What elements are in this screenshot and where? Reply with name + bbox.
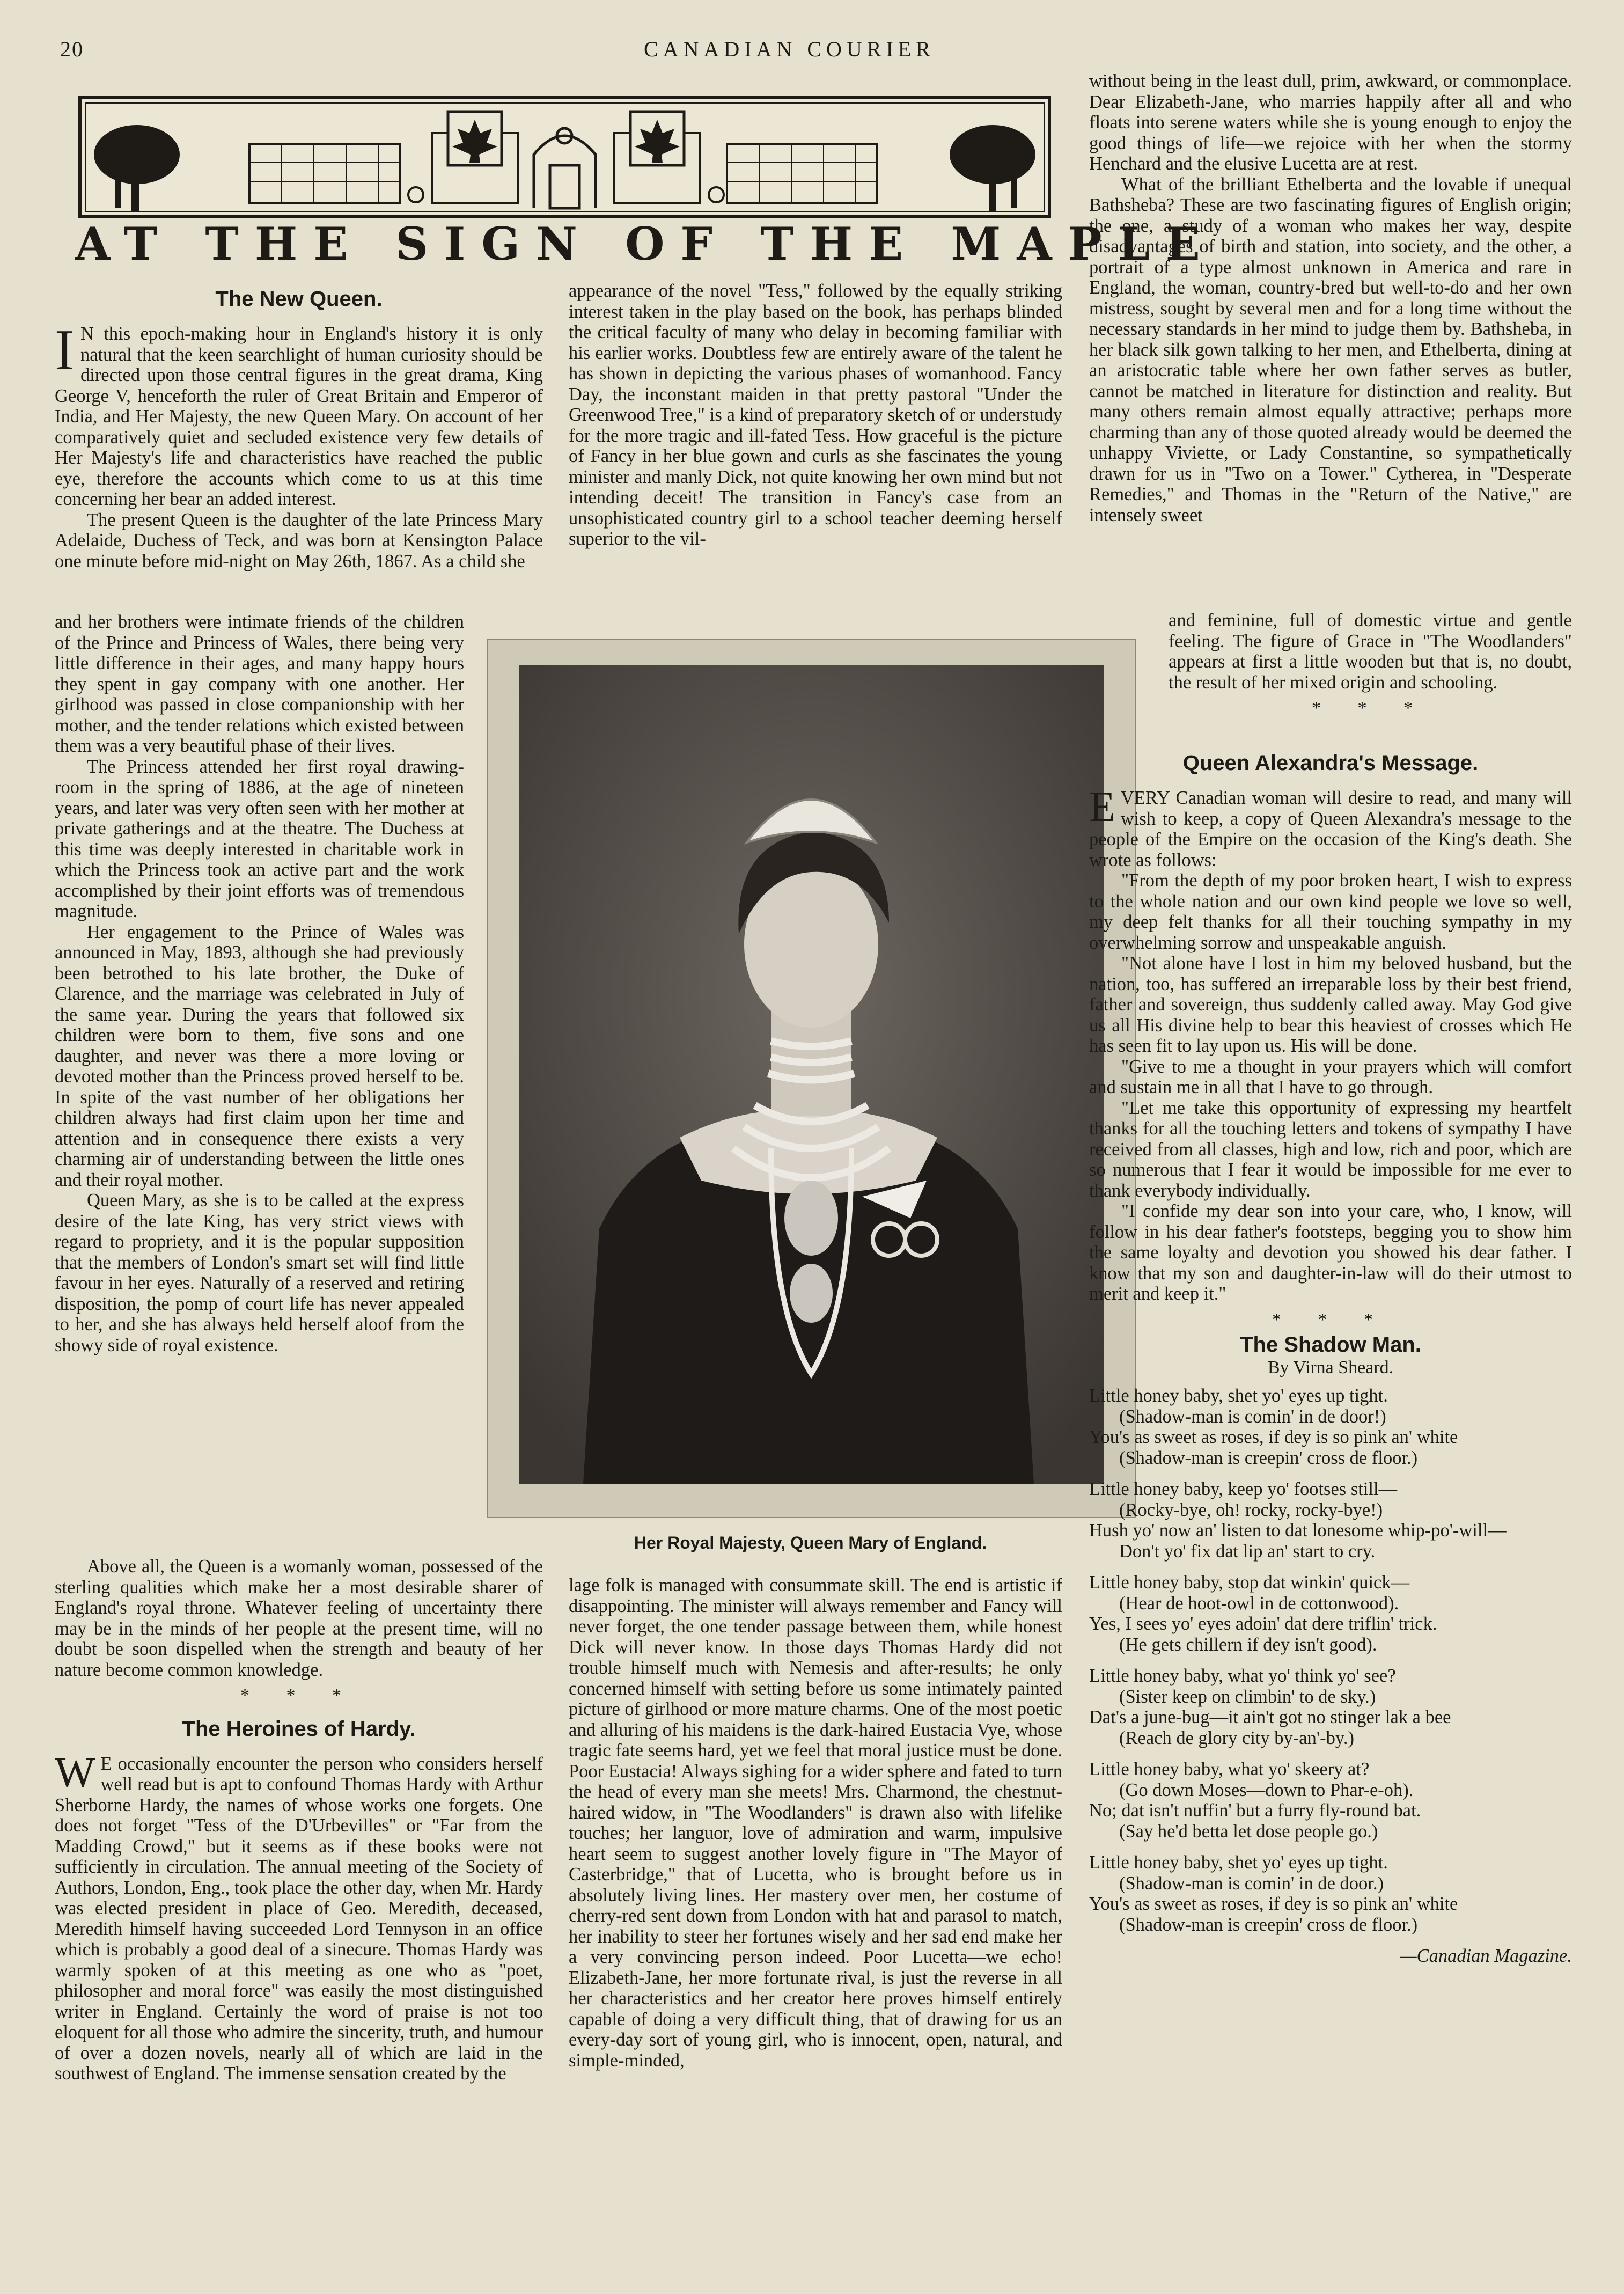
poem-line: Little honey baby, keep yo' footses still— [1089,1479,1398,1499]
article-heroines-end [1169,610,1572,734]
poem-line: (Go down Moses—down to Phar-e-oh). [1119,1779,1414,1800]
article-paragraph: and her brothers were intimate friends of the children of the Prince and Princess of Wales, there being very little difference in their ages, and many happy hours they spent in gay company with one another. Her girlhood was passed in close companionship with her mother, and the tender relations which existed between them was a very beautiful phase of their lives. [55,612,464,756]
poem-line: Little honey baby, what yo' skeery at? [1089,1759,1370,1779]
article-heroines-col2 [569,281,1062,613]
queen-mary-portrait-photo [519,665,1104,1484]
poem-stanza [1089,1759,1572,1842]
article-heroines-col2-bottom [569,1575,1062,2219]
article-paragraph: "From the depth of my poor broken heart, I wish to express to the whole nation and our own kind people we love so well, my deep felt thanks for all their touching sympathy in my overwhelming sorrow and unspeakable anguish. [1089,870,1572,953]
article-paragraph: "Give to me a thought in your prayers which will comfort and sustain me in all that I have to go through. [1089,1056,1572,1097]
section-title: AT THE SIGN OF THE MAPLE [75,217,1216,270]
separator: * * * [240,1685,357,1705]
poem-line: Dat's a june-bug—it ain't got no stinger lak a bee [1089,1707,1451,1727]
maple-banner-illustration [78,96,1052,219]
article-alexandra-and-poem [1089,741,1572,2275]
poem-stanza [1089,1572,1572,1655]
article-paragraph: and feminine, full of domestic virtue and gentle feeling. The figure of Grace in "The Woodlanders" appears at first a little wooden but that is, no doubt, the result of her mixed origin and schooling. [1169,610,1572,693]
poem-line: Yes, I sees yo' eyes adoin' dat dere triflin' trick. [1089,1614,1437,1634]
article-paragraph: EVERY Canadian woman will desire to read, and many will wish to keep, a copy of Queen Alexandra's message to the people of the Empire on the occasion of the King's death. She wrote as follows: [1089,783,1572,870]
separator: * * * [1312,698,1429,718]
article-new-queen-end-and-heroines [55,1556,543,2211]
article-paragraph: lage folk is managed with consummate skill. The end is artistic if disappointing. The minister will always remember and Fancy will never forget, the one tender passage between them, while honest Dick will never know. In those days Thomas Hardy did not trouble himself much with Nemesis and after-results; he only concerned himself with setting before us some intimately painted picture of girlhood or more mature charms. One of the most poetic and alluring of his maidens is the dark-haired Eustacia Vye, whose tragic fate seems hard, yet we feel that moral justice must be done. Poor Eustacia! Always sighing for a wider sphere and fated to turn the head of every man she meets! Mrs. Charmond, the chestnut-haired widow, in "The Woodlanders" is drawn also with lifelike touches; her languor, love of admiration and warm, impulsive heart seem to suggest another lovely figure in "The Mayor of Casterbridge," that of Lucetta, who is brought before us in absolutely living lines. Her mastery over men, her costume of cherry-red sent down from London with hat and parasol to match, her inability to steer her fortunes wisely and her sad end make her a very convincing person indeed. Poor Lucetta—we echo! Elizabeth-Jane, her more fortunate rival, is just the reverse in all her characteristics and her creator here proves himself entirely capable of doing a very difficult thing, that of drawing for us an every-day sort of young girl, who is innocent, open, natural, and simple-minded, [569,1575,1062,2071]
poem-line: (Sister keep on climbin' to de sky.) [1119,1686,1376,1707]
poem-stanza [1089,1386,1572,1468]
poem-title: The Shadow Man. [1240,1333,1421,1357]
article-paragraph: W E occasionally encounter the person who considers herself well read but is apt to confound Thomas Hardy with Arthur Sherborne Hardy, the names of whose works one forgets. One does not forget "Tess of the D'Urbevilles" or "Far from the Madding Crowd," but it seems as if these books were not sufficiently in circulation. The annual meeting of the Society of Authors, London, Eng., took place the other day, when Mr. Hardy was elected president in place of Geo. Meredith, deceased, Meredith himself having succeeded Lord Tennyson in an office which is probably a good deal of a sinecure. Thomas Hardy was warmly spoken of at this meeting as one who as "poet, philosopher and moral force" was easily the most distinguished writer in England. Certainly the word of praise is not too eloquent for all those who admire the sincerity, truth, and humour of over a dozen novels, nearly all of which are laid in the southwest of England. The immense sensation created by the [55,1749,543,2084]
poem-line: (Reach de glory city by-an'-by.) [1119,1727,1354,1748]
poem-byline: By Virna Sheard. [1267,1357,1394,1377]
article-paragraph: The Princess attended her first royal drawing-room in the spring of 1886, at the age of nineteen years, and later was very often seen with her mother at private gatherings and at the theatre. The Duchess at this time was deeply interested in charitable work in which the Princess took an active part and the work accomplished by their joint efforts was of tremendous magnitude. [55,756,464,921]
poem-line: No; dat isn't nuffin' but a furry fly-round bat. [1089,1800,1421,1821]
poem-line: Little honey baby, shet yo' eyes up tight. [1089,1386,1388,1406]
poem-line: Little honey baby, shet yo' eyes up tight. [1089,1852,1388,1873]
article-paragraph: appearance of the novel "Tess," followed by the equally striking interest taken in the play based on the book, has perhaps blinded the critical faculty of many who delay in becoming familiar with his earlier works. Doubtless few are entirely aware of the talent he has shown in depicting the various phases of womanhood. Fancy Day, the inconstant maiden in that pretty pastoral "Under the Greenwood Tree," is a kind of preparatory sketch of or understudy for the more tragic and ill-fated Tess. How graceful is the picture of Fancy in her blue gown and curls as she fascinates the young minister and manly Dick, not quite knowing her own mind but not intending deceit! The transition in Fancy's case from an unsophisticated country girl to a school teacher deeming herself superior to the vil- [569,281,1062,549]
separator: * * * [1272,1309,1389,1330]
poem-line: Little honey baby, what yo' think yo' see? [1089,1666,1396,1686]
article-paragraph: Above all, the Queen is a womanly woman, possessed of the sterling qualities which make her a most desirable sharer of England's royal throne. Whatever feeling of uncertainty there may be in the minds of her people at the present time, will no doubt be soon dispelled when the strength and beauty of her nature become common knowledge. [55,1556,543,1680]
figure-caption: Her Royal Majesty, Queen Mary of England. [634,1533,987,1552]
article-title: The Heroines of Hardy. [182,1717,416,1741]
poem-line: (Shadow-man is creepin' cross de floor.) [1119,1914,1418,1935]
running-title: CANADIAN COURIER [644,37,935,61]
poem-line: (He gets chillern if dey isn't good). [1119,1634,1377,1655]
poem-line: Little honey baby, stop dat winkin' quick— [1089,1572,1410,1593]
article-new-queen [55,276,543,609]
poem-line: (Shadow-man is comin' in de door.) [1119,1873,1384,1894]
poem-line: (Shadow-man is creepin' cross de floor.) [1119,1447,1418,1468]
article-paragraph: without being in the least dull, prim, awkward, or commonplace. Dear Elizabeth-Jane, who marries happily after all and who floats into serene waters while she is young enough to enjoy the good things of life—we rejoice with her when the stormy Henchard and the elusive Lucetta are at rest. [1089,71,1572,174]
poem-line: (Shadow-man is comin' in de door!) [1119,1406,1386,1427]
article-heroines-col3 [1089,71,1572,610]
drop-cap: E [1089,783,1115,831]
article-paragraph: The present Queen is the daughter of the late Princess Mary Adelaide, Duchess of Teck, and was born at Kensington Palace one minute before mid-night on May 26th, 1867. As a child she [55,509,543,571]
article-paragraph: What of the brilliant Ethelberta and the lovable if unequal Bathsheba? These are two fascinating figures of English origin; the one, a study of a woman who makes her way, despite disadvantages of birth and station, into society, and the other, a portrait of a type almost unknown in America and rare in England, the woman, country-bred but well-to-do and her own mistress, sought by several men and for a long time without the necessary standards in her mind to judge them by. Bathsheba, in her black silk gown talking to her men, and Ethelberta, dining at an aristocratic table where her own father serves as butler, cannot be matched in literature for distinction and reality. But many others remain almost equally attractive; perhaps more charming than any of those quoted already would be deemed the unhappy Viviette, or Lady Constantine, so sympathetically drawn for us in "Two on a Tower." Cytherea, in "Desperate Remedies," and Thomas in the "Return of the Native," are intensely sweet [1089,174,1572,525]
poem-stanza [1089,1666,1572,1748]
poem-line: (Rocky-bye, oh! rocky, rocky-bye!) [1119,1499,1383,1520]
article-paragraph: I N this epoch-making hour in England's history it is only natural that the keen searchlight of human curiosity should be directed upon those central figures in the great drama, King George V, henceforth the ruler of Great Britain and Emperor of India, and Her Majesty, the new Queen Mary. On account of her comparatively quiet and secluded existence very few details of Her Majesty's life and characteristics have reached the public eye, therefore the accounts which come to us at this time concerning her bear an added interest. [55,318,543,509]
article-paragraph: "Let me take this opportunity of expressing my heartfelt thanks for all the touching letters and tokens of sympathy I have received from all classes, high and low, rich and poor, which are so numerous that I fear it would be impossible for me ever to thank everybody individually. [1089,1097,1572,1201]
portrait-figure [487,639,1136,1518]
page-number: 20 [60,37,84,61]
poem-line: (Say he'd betta let dose people go.) [1119,1821,1378,1842]
article-new-queen-continued [55,612,464,1553]
article-title: Queen Alexandra's Message. [1182,751,1479,775]
article-paragraph: Queen Mary, as she is to be called at the express desire of the late King, has very strict views with regard to propriety, and it is the popular supposition that the members of London's smart set will find little favour in her eyes. Naturally of a reserved and retiring disposition, the pomp of court life has never appealed to her, and she has always held herself aloof from the showy side of royal existence. [55,1190,464,1355]
drop-cap: I [55,318,74,382]
poem-line: Hush yo' now an' listen to dat lonesome whip-po'-will— [1089,1520,1507,1541]
article-title: The New Queen. [215,287,383,311]
poem-source: —Canadian Magazine. [1400,1946,1572,1966]
poem-stanza [1089,1479,1572,1562]
article-paragraph: Her engagement to the Prince of Wales was announced in May, 1893, although she had previously been betrothed to his late brother, the Duke of Clarence, and the marriage was celebrated in July of the same year. During the years that followed six children were born to them, five sons and one daughter, and never was there a more loving or devoted mother than the Princess proved herself to be. In spite of the vast number of her obligations her children always had first claim upon her time and attention and in consequence there exists a very charming air of understanding between the little ones and their royal mother. [55,921,464,1190]
poem-stanza [1089,1852,1572,1935]
article-paragraph: "Not alone have I lost in him my beloved husband, but the nation, too, has suffered an irreparable loss by their best friend, father and sovereign, thus suddenly called away. May God give us all His divine help to bear this heaviest of crosses which He has seen fit to lay upon us. His will be done. [1089,953,1572,1056]
poem-line: (Hear de hoot-owl in de cottonwood). [1119,1593,1399,1614]
poem-line: You's as sweet as roses, if dey is so pink an' white [1089,1427,1458,1447]
poem-line: Don't yo' fix dat lip an' start to cry. [1119,1541,1376,1562]
article-paragraph: "I confide my dear son into your care, who, I know, will follow in his dear father's footsteps, begging you to show him the same loyalty and devotion you showed his dear father. I know that my son and daughter-in-law will do their utmost to merit and keep it." [1089,1201,1572,1304]
poem-line: You's as sweet as roses, if dey is so pink an' white [1089,1894,1458,1914]
drop-cap: W [55,1749,95,1797]
